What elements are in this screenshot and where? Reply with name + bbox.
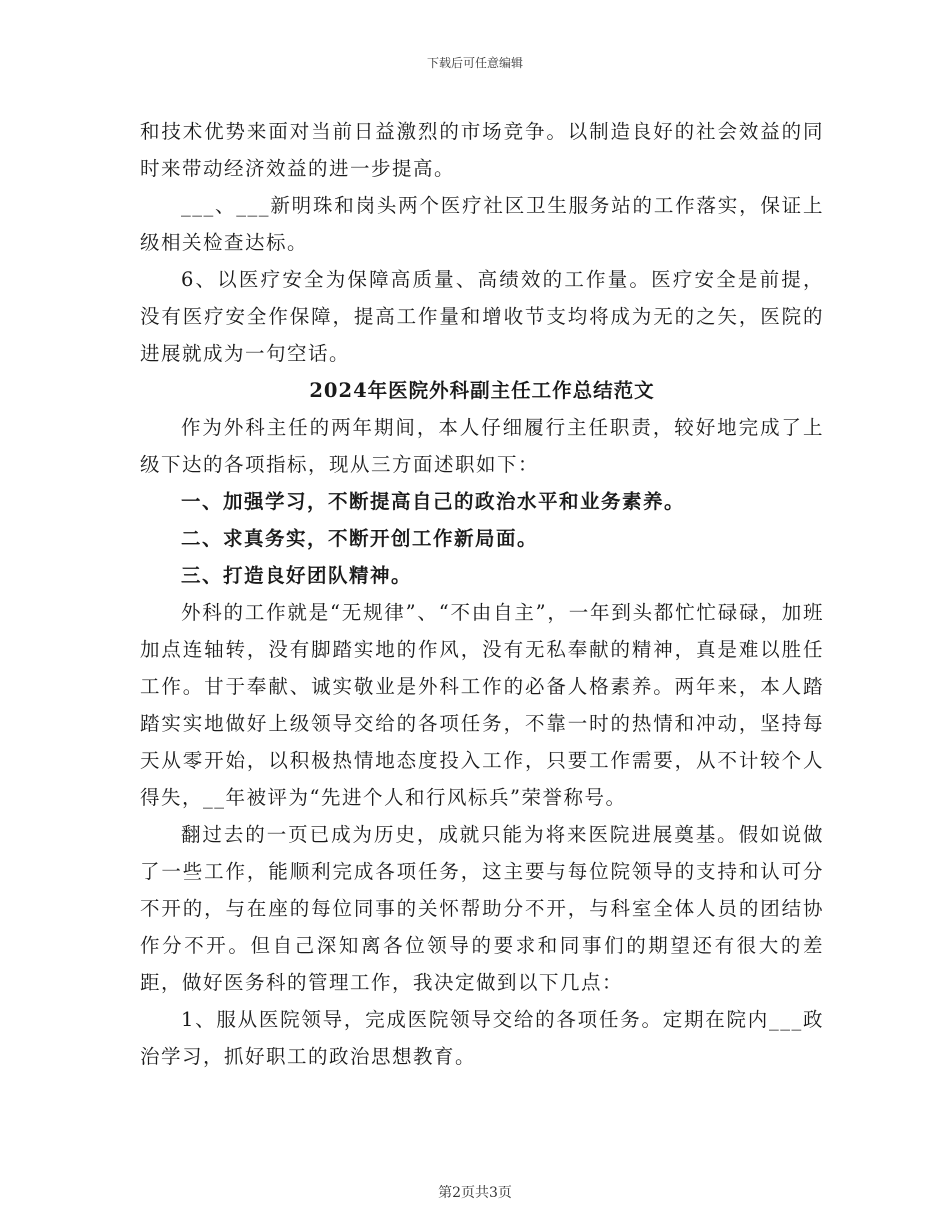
paragraph-intro: 作为外科主任的两年期间，本人仔细履行主任职责，较好地完成了上级下达的各项指标，现从三方面述职如下： — [140, 416, 824, 476]
paragraph-point-1: 1、服从医院领导，完成医院领导交给的各项任务。定期在院内___政治学习，抓好职工的政治思想教育。 — [140, 1008, 824, 1068]
page-header: 下载后可任意编辑 — [426, 56, 523, 70]
paragraph-3: 6、以医疗安全为保障高质量、高绩效的工作量。医疗安全是前提，没有医疗安全作保障，提高工作量和增收节支均将成为无的之矢，医院的进展就成为一句空话。 — [140, 268, 824, 365]
section-heading-2: 二、求真务实，不断开创工作新局面。 — [180, 527, 538, 550]
paragraph-1: 和技术优势来面对当前日益激烈的市场竞争。以制造良好的社会效益的同时来带动经济效益的进一步提高。 — [140, 120, 824, 180]
section-heading-1: 一、加强学习，不断提高自己的政治水平和业务素养。 — [180, 490, 685, 513]
document-body — [140, 113, 824, 1075]
section-heading-3: 三、打造良好团队精神。 — [180, 564, 412, 587]
document-title: 2024年医院外科副主任工作总结范文 — [309, 379, 655, 402]
paragraph-surgery-work: 外科的工作就是“无规律”、“不由自主”，一年到头都忙忙碌碌，加班加点连轴转，没有脚踏实地的作风，没有无私奉献的精神，真是难以胜任工作。甘于奉献、诚实敬业是外科工作的必备人格素养。两年来，本人踏踏实实地做好上级领导交给的各项任务，不靠一时的热情和冲动，坚持每天从零开始，以积极热情地态度投入工作，只要工作需要，从不计较个人得失，__年被评为“先进个人和行风标兵”荣誉称号。 — [140, 601, 824, 809]
page-footer: 第2页共3页 — [438, 1185, 512, 1201]
paragraph-reflection: 翻过去的一页已成为历史，成就只能为将来医院进展奠基。假如说做了一些工作，能顺利完成各项任务，这主要与每位院领导的支持和认可分不开的，与在座的每位同事的关怀帮助分不开，与科室全体人员的团结协作分不开。但自己深知离各位领导的要求和同事们的期望还有很大的差距，做好医务科的管理工作，我决定做到以下几点： — [140, 823, 824, 994]
paragraph-2: ___、___新明珠和岗头两个医疗社区卫生服务站的工作落实，保证上级相关检查达标。 — [140, 194, 824, 254]
